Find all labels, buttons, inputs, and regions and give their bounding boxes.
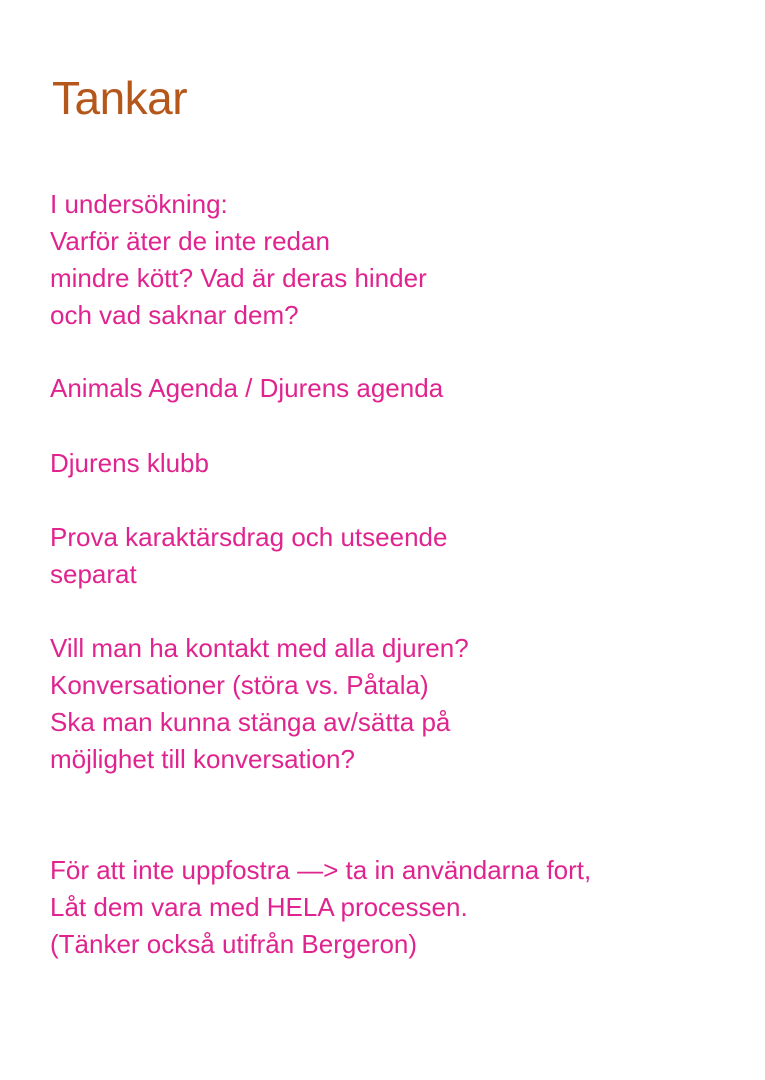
note-line: Ska man kunna stänga av/sätta på: [50, 707, 451, 737]
note-line: Animals Agenda / Djurens agenda: [50, 373, 444, 403]
note-line: Vill man ha kontakt med alla djuren?: [50, 633, 469, 663]
note-block-conversation: [50, 630, 469, 778]
note-block-process: [50, 852, 591, 963]
note-line: mindre kött? Vad är deras hinder: [50, 263, 427, 293]
note-line: Varför äter de inte redan: [50, 226, 330, 256]
page-title: Tankar: [52, 72, 188, 124]
note-line: I undersökning:: [50, 189, 228, 219]
note-line: För att inte uppfostra —> ta in användarna fort,: [50, 855, 592, 885]
note-line: Konversationer (störa vs. Påtala): [50, 670, 429, 700]
note-block-club: [50, 445, 209, 482]
note-line: separat: [50, 559, 137, 589]
note-block-traits: [50, 519, 447, 593]
note-line: Prova karaktärsdrag och utseende: [50, 522, 448, 552]
note-line: (Tänker också utifrån Bergeron): [50, 929, 418, 959]
note-block-agenda: [50, 370, 443, 407]
note-block-survey: [50, 186, 427, 334]
note-line: Djurens klubb: [50, 448, 209, 478]
note-line: Låt dem vara med HELA processen.: [50, 892, 468, 922]
note-line: möjlighet till konversation?: [50, 744, 355, 774]
note-line: och vad saknar dem?: [50, 300, 299, 330]
